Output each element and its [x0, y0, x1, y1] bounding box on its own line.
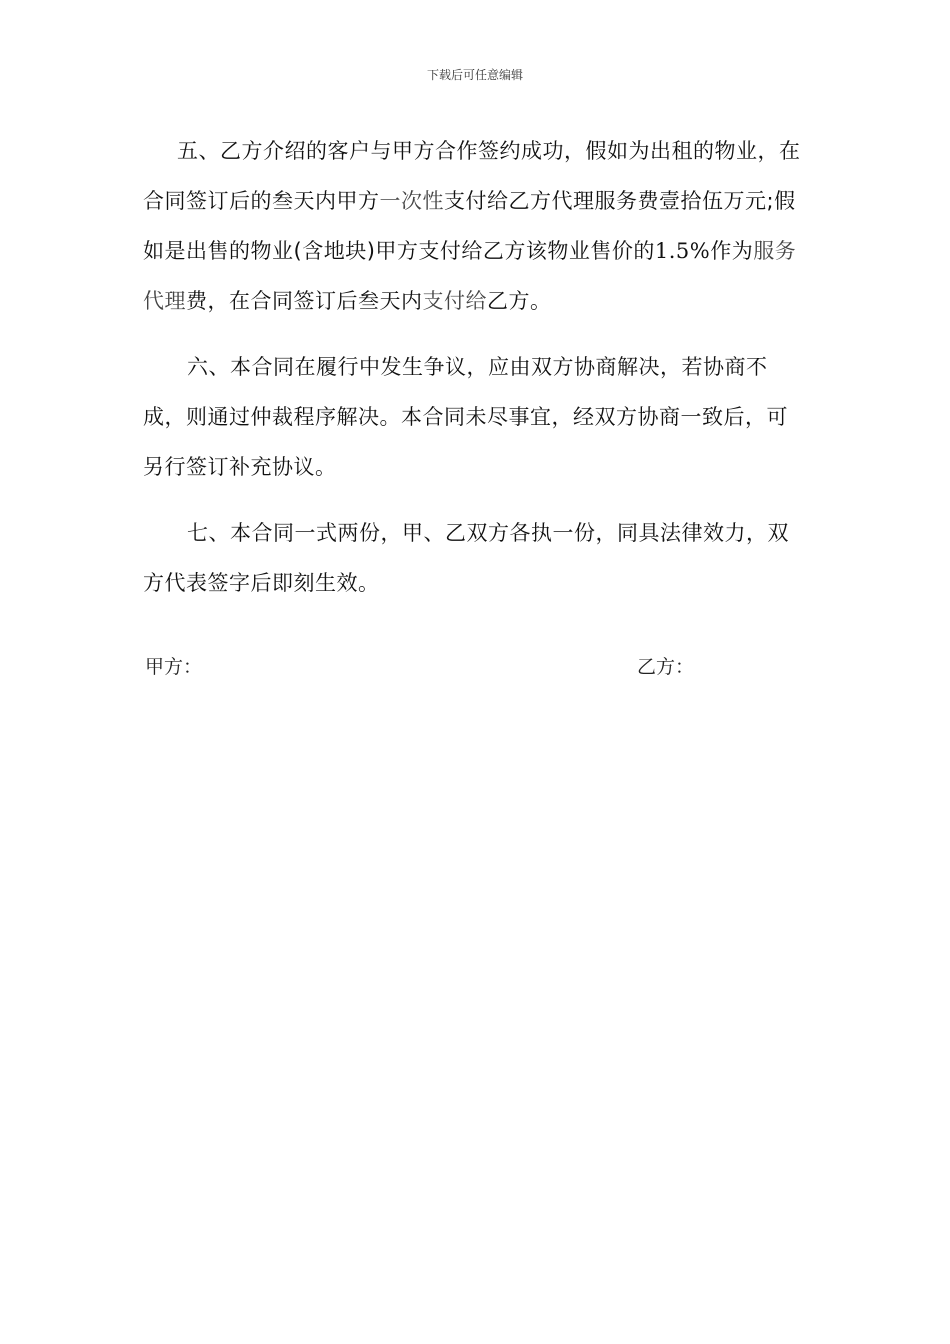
party-b-signature-label: 乙方： — [637, 656, 695, 678]
clause-7-paragraph — [143, 508, 808, 608]
clause-7-text: 七、本合同一式两份，甲、乙双方各执一份，同具法律效力，双方代表签字后即刻生效。 — [143, 521, 789, 595]
clause-6-text: 六、本合同在履行中发生争议，应由双方协商解决，若协商不成，则通过仲裁程序解决。本合同未尽事宜，经双方协商一致后，可另行签订补充协议。 — [143, 355, 788, 479]
party-a-signature-label: 甲方： — [145, 656, 203, 678]
clause-5-part2: 一次性 — [379, 189, 444, 213]
clause-5-paragraph — [143, 126, 808, 326]
clause-5-part8: 支付给 — [422, 289, 487, 313]
clause-5-part6: 服务代理 — [143, 239, 797, 313]
clause-5-part9: 乙方。 — [487, 289, 552, 313]
clause-5-part3: 支付给乙方代理服务费壹拾伍万元;假如是出售的物业(含地块)甲方支付给乙方该物业售价的 — [143, 189, 796, 263]
page-header-note: 下载后可任意编辑 — [426, 68, 523, 82]
clause-5-part4: 1.5% — [654, 239, 711, 263]
clause-5-part7: 费，在合同签订后叁天内 — [186, 289, 423, 313]
clause-6-paragraph — [143, 342, 808, 492]
clause-5-part1: 五、乙方介绍的客户与甲方合作签约成功，假如为出租的物业，在合同签订后的叁天内甲方 — [143, 139, 801, 213]
clause-5-part5: 作为 — [710, 239, 754, 263]
